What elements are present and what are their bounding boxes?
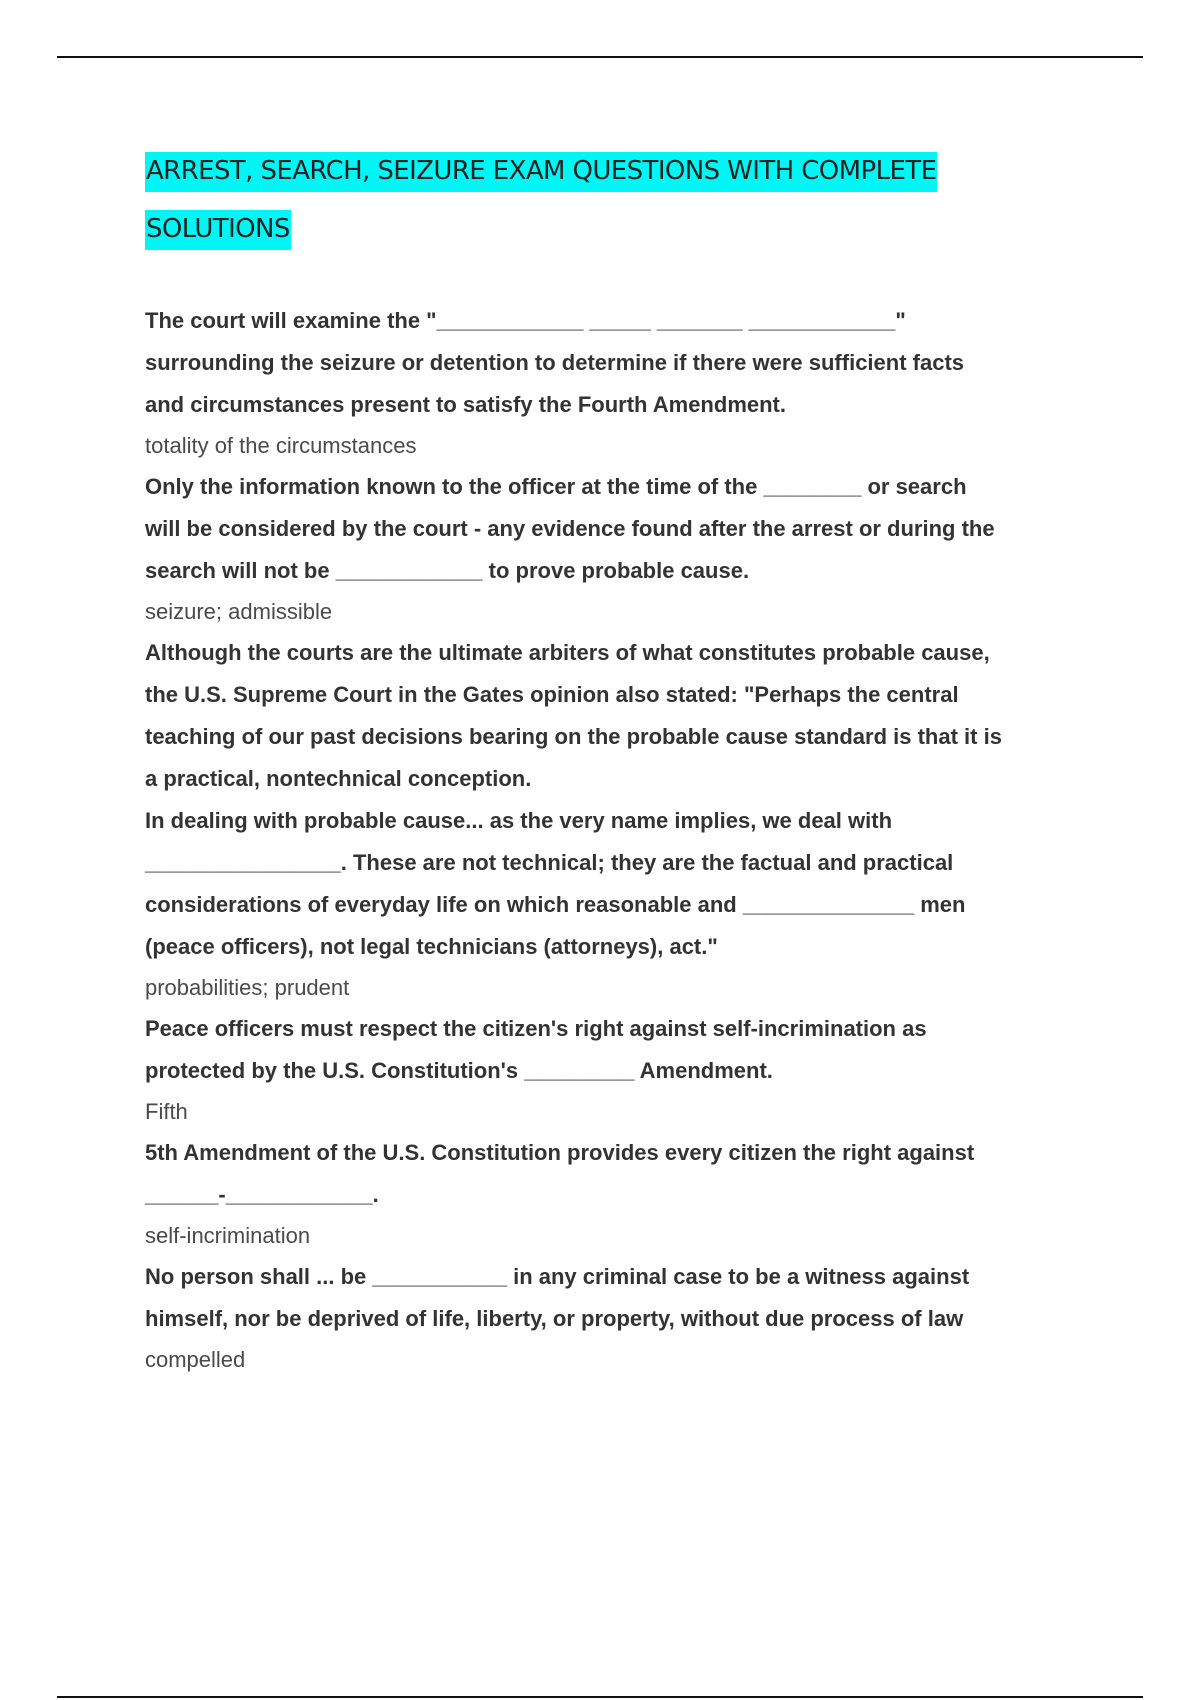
header-rule [57,56,1143,58]
qa-item [145,300,1095,466]
answer: Fifth [145,1099,188,1124]
qa-item [145,1256,1095,1380]
question: Peace officers must respect the citizen's right against self-incrimination as protected by the U.S. Constitution's _________ Amendment. [145,1016,927,1083]
title-line: ARREST, SEARCH, SEIZURE EXAM QUESTIONS WITH COMPLETE [145,142,1045,200]
title-line: SOLUTIONS [145,200,1045,258]
qa-item [145,466,1095,632]
answer: seizure; admissible [145,599,333,624]
question: Although the courts are the ultimate arbiters of what constitutes probable cause, the U.S. Supreme Court in the Gates opinion also stated: "Perhaps the central teaching of our past decisions bearing on the probable cause standard is that it is a practical, nontechnical conception. In dealing with probable cause... as the very name implies, we deal with ________________. These are not technical; they are the factual and practical considerations of everyday life on which reasonable and ______________ men (peace officers), not legal technicians (attorneys), act." [145,640,1002,959]
question: 5th Amendment of the U.S. Constitution provides every citizen the right against ______-____________. [145,1140,975,1207]
qa-item [145,632,1095,1008]
qa-item [145,1008,1095,1132]
document-title [145,142,1045,258]
question: No person shall ... be ___________ in any criminal case to be a witness against himself, nor be deprived of life, liberty, or property, without due process of law [145,1264,970,1331]
answer: self-incrimination [145,1223,311,1248]
question: Only the information known to the officer at the time of the ________ or search will be considered by the court - any evidence found after the arrest or during the search will not be ____________ to prove probable cause. [145,474,995,583]
answer: probabilities; prudent [145,975,350,1000]
answer: totality of the circumstances [145,433,417,458]
footer-rule [57,1696,1143,1698]
qa-list [145,300,1095,1380]
qa-item [145,1132,1095,1256]
question: The court will examine the "____________ _____ _______ ____________" surrounding the seizure or detention to determine if there were sufficient facts and circumstances present to satisfy the Fourth Amendment. [145,308,965,417]
answer: compelled [145,1347,246,1372]
